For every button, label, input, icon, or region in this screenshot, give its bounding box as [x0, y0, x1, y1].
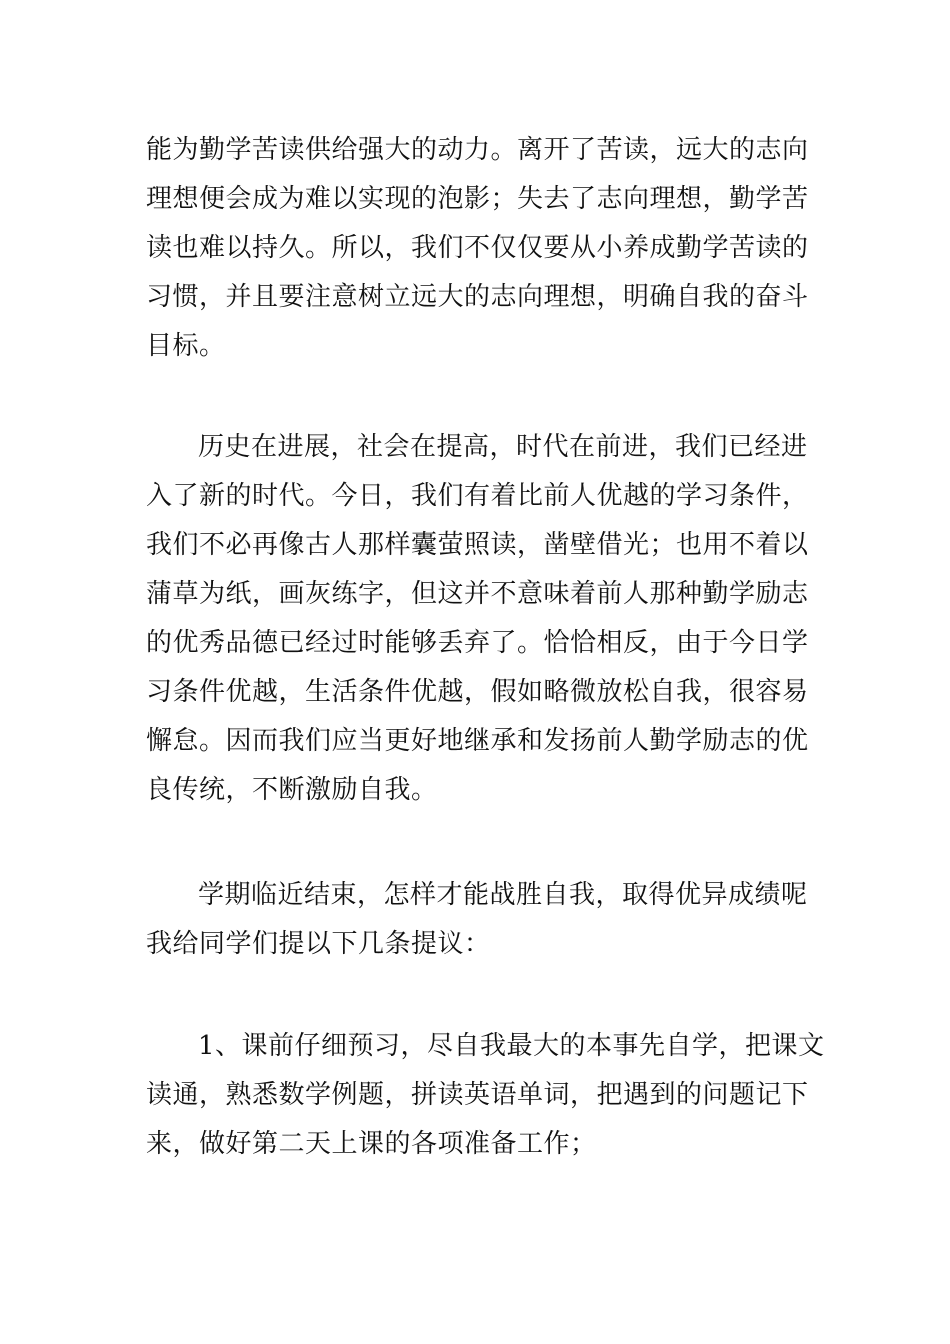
paragraph-line: 我给同学们提以下几条提议：	[146, 929, 491, 959]
paragraph-line: 读也难以持久。所以，我们不仅仅要从小养成勤学苦读的	[146, 233, 809, 263]
paragraph-line: 良传统，不断激励自我。	[146, 775, 438, 805]
paragraph-line: 懈怠。因而我们应当更好地继承和发扬前人勤学励志的优	[146, 726, 809, 756]
paragraph-line: 习条件优越，生活条件优越，假如略微放松自我，很容易	[146, 677, 809, 707]
paragraph-line: 目标。	[146, 331, 226, 361]
paragraph-line: 习惯，并且要注意树立远大的志向理想，明确自我的奋斗	[146, 282, 809, 312]
paragraph-line: 的优秀品德已经过时能够丢弃了。恰恰相反，由于今日学	[146, 628, 809, 658]
paragraph-line: 入了新的时代。今日，我们有着比前人优越的学习条件，	[146, 481, 809, 511]
paragraph-line: 我们不必再像古人那样囊萤照读，凿壁借光；也用不着以	[146, 530, 809, 560]
paragraph-line: 学期临近结束，怎样才能战胜自我，取得优异成绩呢	[198, 880, 808, 910]
paragraph-line: 来，做好第二天上课的各项准备工作；	[146, 1129, 597, 1159]
paragraph-line: 历史在进展，社会在提高，时代在前进，我们已经进	[198, 432, 808, 462]
paragraph-line: 理想便会成为难以实现的泡影；失去了志向理想，勤学苦	[146, 184, 809, 214]
paragraph-line: 蒲草为纸，画灰练字，但这并不意味着前人那种勤学励志	[146, 579, 809, 609]
paragraph-line: 1、课前仔细预习，尽自我最大的本事先自学，把课文	[198, 1031, 825, 1061]
paragraph-line: 读通，熟悉数学例题，拼读英语单词，把遇到的问题记下	[146, 1080, 809, 1110]
paragraph-line: 能为勤学苦读供给强大的动力。离开了苦读，远大的志向	[146, 135, 809, 165]
